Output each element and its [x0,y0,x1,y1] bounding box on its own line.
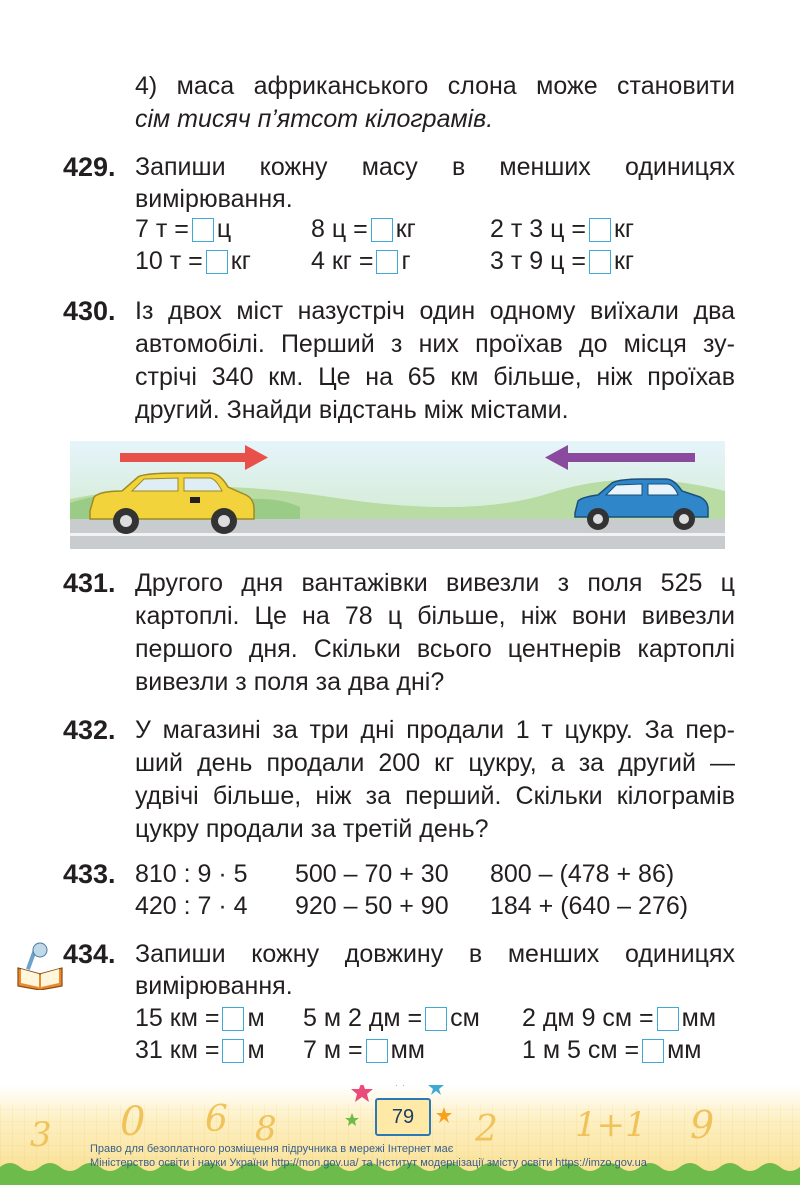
item-unit: ц [216,215,232,243]
exercise-434-item [135,1002,265,1035]
item-unit: см [450,1004,480,1032]
exercise-432-line-1: У магазині за три дні продали 1 т цукру. За пер- [135,716,735,744]
expression: 800 – (478 + 86) [490,860,675,888]
item-expression: 10 т = [135,247,203,275]
expression: 920 – 50 + 90 [295,892,449,920]
answer-box[interactable] [222,1039,244,1063]
answer-box[interactable] [657,1007,679,1031]
exercise-434-item [522,1002,716,1035]
exercise-429-line-2: вимірювання. [135,185,293,213]
exercise-430-line-3: стрічі 340 км. Це на 65 км більше, ніж проїхав [135,363,735,391]
exercise-434-item [303,1034,425,1067]
item-unit: г [401,247,411,275]
deco-digit: 2 [475,1109,498,1150]
exercise-429-item [311,245,411,278]
item-expression: 8 ц = [311,215,368,243]
exercise-431-line-2: картоплі. Це на 78 ц більше, ніж вони вивезли [135,602,735,630]
item-expression: 7 м = [303,1036,363,1064]
deco-digit: 8 [255,1109,277,1149]
exercise-430-line-2: автомобілі. Перший з них проїхав до місця зу- [135,330,735,358]
exercise-432-line-3: удвічі більше, ніж за перший. Скільки кілограмів [135,782,735,810]
deco-digit: 9 [690,1103,715,1147]
item-expression: 31 км = [135,1036,220,1064]
deco-digit: 6 [205,1099,228,1140]
deco-digit: 0 [120,1099,146,1145]
item-unit: кг [613,215,635,243]
answer-box[interactable] [589,218,611,242]
answer-box[interactable] [642,1039,664,1063]
intro-line-1: 4) маса африканського слона може становити [135,72,735,100]
item-unit: кг [613,247,635,275]
notebook-icon [14,938,66,990]
exercise-429-number: 429. [63,152,116,182]
exercise-429-item [490,213,634,246]
item-expression: 2 т 3 ц = [490,215,586,243]
exercise-434-line-2: вимірювання. [135,972,293,1000]
page-number: 79 [375,1098,431,1136]
exercise-432-line-4: цукру продали за третій день? [135,815,489,843]
answer-box[interactable] [425,1007,447,1031]
expression: 184 + (640 – 276) [490,892,689,920]
exercise-431-line-1: Другого дня вантажівки вивезли з поля 525 ц [135,569,735,597]
item-expression: 4 кг = [311,247,374,275]
item-expression: 5 м 2 дм = [303,1004,423,1032]
road-line [70,533,725,536]
intro-line-2: сім тисяч п’ятсот кілограмів. [135,105,494,133]
exercise-429-item [490,245,634,278]
item-unit: мм [390,1036,425,1064]
answer-box[interactable] [589,250,611,274]
exercise-430-number: 430. [63,296,116,326]
exercise-434-item [522,1034,701,1067]
answer-box[interactable] [371,218,393,242]
exercise-432-line-2: ший день продали 200 кг цукру, а за другий — [135,749,735,777]
item-expression: 15 км = [135,1004,220,1032]
item-unit: мм [667,1036,702,1064]
deco-digit: 3 [30,1115,52,1155]
item-unit: кг [230,247,251,275]
exercise-429-line-1: Запиши кожну масу в менших одиницях [135,153,735,181]
deco-digit: 1+1 [575,1105,647,1145]
exercise-433-number: 433. [63,859,116,889]
answer-box[interactable] [206,250,228,274]
footer-rights-line-2: Міністерство освіти і науки України http://mon.gov.ua/ та Інститут модернізації змісту освіти https://imzo.gov.ua [90,1157,647,1169]
footer-rights-line-1: Право для безоплатного розміщення підручника в мережі Інтернет має [90,1143,454,1155]
item-unit: кг [395,215,416,243]
answer-box[interactable] [376,250,398,274]
answer-box[interactable] [366,1039,388,1063]
answer-box[interactable] [192,218,214,242]
exercise-434-line-1: Запиши кожну довжину в менших одиницях [135,940,735,968]
exercise-430-line-4: другий. Знайди відстань між містами. [135,396,569,424]
exercise-434-item [303,1002,480,1035]
expression: 500 – 70 + 30 [295,860,449,888]
exercise-431-line-3: першого дня. Скільки всього центнерів картоплі [135,635,735,663]
expression: 810 : 9 · 5 [135,860,248,888]
cars-illustration [70,441,725,549]
item-expression: 7 т = [135,215,189,243]
item-unit: мм [681,1004,717,1032]
expression: 420 : 7 · 4 [135,892,248,920]
exercise-429-item [311,213,416,246]
exercise-429-item [135,213,231,246]
exercise-434-item [135,1034,265,1067]
item-expression: 3 т 9 ц = [490,247,586,275]
exercise-429-item [135,245,251,278]
item-expression: 1 м 5 см = [522,1036,640,1064]
answer-box[interactable] [222,1007,244,1031]
exercise-432-number: 432. [63,715,116,745]
exercise-434-number: 434. [63,939,116,969]
exercise-431-number: 431. [63,568,116,598]
item-unit: м [247,1036,265,1064]
item-expression: 2 дм 9 см = [522,1004,654,1032]
exercise-430-line-1: Із двох міст назустріч один одному виїхали два [135,297,735,325]
exercise-431-line-4: вивезли з поля за два дні? [135,668,445,696]
item-unit: м [247,1004,265,1032]
